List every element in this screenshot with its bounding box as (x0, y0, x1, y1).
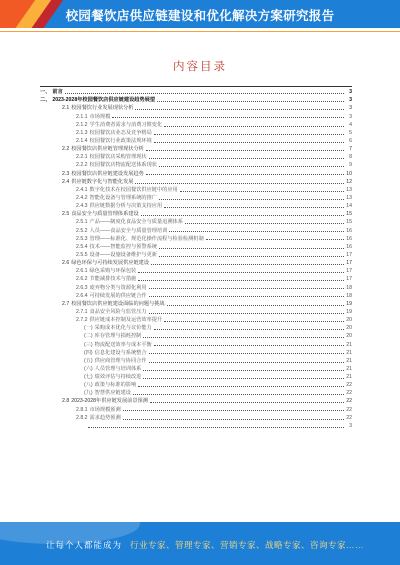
toc-entry[interactable] (40, 356, 352, 364)
toc-entry[interactable] (40, 348, 352, 356)
toc-leader-dots (149, 296, 344, 297)
toc-entry[interactable] (40, 168, 352, 176)
toc-leader-dots (149, 158, 344, 159)
toc-entry-page: 21 (346, 374, 352, 381)
toc-entry-number: 2.8.1 (76, 406, 88, 413)
toc-entry-page: 7 (349, 146, 352, 153)
toc-entry-page: 15 (346, 211, 352, 218)
toc-entry-number: 2.1.3 (76, 129, 88, 136)
toc-entry-number: (五) (84, 357, 93, 364)
toc-leader-dots (164, 126, 344, 127)
toc-leader-dots (164, 207, 344, 208)
toc-entry-title: 供应链数据分析与决策支持应用 (89, 203, 163, 210)
toc-entry-title: 2023-2028年校园餐饮店供应链建设趋势展望 (52, 97, 156, 104)
toc-entry-page: 21 (346, 365, 352, 372)
toc-entry-title: 校园餐饮店供应链建设面临的问题与挑战 (71, 300, 165, 307)
toc-entry-title: 技术——智能监控与预警系统 (89, 243, 157, 250)
toc-leader-dots (159, 199, 344, 200)
toc-entry-title: 供应链成本控制及运营效率提升 (89, 317, 163, 324)
toc-entry-number: (一) (84, 325, 93, 332)
toc-leader-dots (149, 313, 344, 314)
toc-leader-dots (185, 223, 344, 224)
toc-entry-title: 智能化设备与管理系统的推广 (89, 194, 157, 201)
toc-entry[interactable] (40, 193, 352, 201)
toc-entry[interactable] (40, 152, 352, 160)
toc-entry-page: 3 (349, 422, 352, 429)
toc-entry-title: 信息化建设与系统整合 (94, 349, 147, 356)
toc-leader-dots (146, 174, 344, 175)
toc-entry-number: 2.1.1 (76, 113, 88, 120)
toc-leader-dots (167, 305, 344, 306)
toc-entry-number: 二、 (40, 97, 51, 104)
toc-entry-number: 2.4 (62, 178, 70, 185)
toc-entry-page: 3 (349, 105, 352, 112)
toc-entry-number: 2.5.4 (76, 243, 88, 250)
toc-entry-page: 3 (349, 113, 352, 120)
toc-entry-title: 校园餐饮店供应链管理现状分析 (71, 146, 144, 153)
toc-entry-number: 2.8 (62, 398, 70, 405)
toc-leader-dots (138, 280, 344, 281)
toc-entry-title: 校园餐饮店物流配送体系现状 (89, 162, 157, 169)
toc-entry[interactable] (40, 364, 352, 372)
toc-entry[interactable] (40, 291, 352, 299)
toc-entry-number: 2.1.2 (76, 121, 88, 128)
toc-entry[interactable] (40, 380, 352, 388)
toc-entry[interactable] (40, 86, 352, 95)
toc-entry[interactable] (40, 144, 352, 152)
toc-entry-page: 22 (346, 414, 352, 421)
toc-entry[interactable] (40, 404, 352, 412)
toc-entry[interactable] (40, 185, 352, 193)
toc-entry-number: (四) (84, 349, 93, 356)
toc-entry[interactable] (40, 201, 352, 209)
toc-entry-number: 2.4.2 (76, 194, 88, 201)
divider (0, 31, 400, 32)
toc-entry-number: 2.5.2 (76, 227, 88, 234)
toc-entry-title: 市场规模预测 (89, 406, 121, 413)
toc-entry-title: 供应链数字化与智能化发展 (71, 178, 134, 185)
toc-leader-dots (149, 288, 344, 289)
toc-leader-dots (154, 134, 344, 135)
toc-leader-dots (123, 419, 344, 420)
toc-leader-dots (180, 191, 344, 192)
toc-entry-number: (六) (84, 365, 93, 372)
toc-entry[interactable] (40, 388, 352, 396)
toc-entry-page: 3 (349, 97, 352, 104)
toc-leader-dots (143, 378, 344, 379)
toc-entry-title: 校园餐饮行业政策法规环境 (89, 137, 152, 144)
toc-entry[interactable] (40, 274, 352, 282)
toc-leader-dots (164, 321, 344, 322)
toc-heading: 内容目录 (173, 61, 227, 73)
toc-entry-page: 6 (349, 137, 352, 144)
toc-leader-dots (154, 329, 344, 330)
toc-entry[interactable] (40, 282, 352, 290)
toc-entry[interactable] (40, 217, 352, 225)
toc-leader-dots (123, 410, 344, 411)
toc-entry-number: 2.6 (62, 260, 70, 267)
toc-entry-title: 节能减排技术与措施 (89, 276, 137, 283)
toc-entry-number: 2.1 (62, 105, 70, 112)
toc-leader-dots (151, 264, 344, 265)
toc-entry-title: 校园餐饮店业态及竞争格局 (89, 129, 152, 136)
toc-entry-title: 食品安全风险与监管压力 (89, 308, 147, 315)
toc-entry-page: 20 (346, 325, 352, 332)
toc-entry[interactable] (40, 160, 352, 168)
toc-entry-number: 2.6.4 (76, 292, 88, 299)
toc-entry-page: 3 (349, 89, 352, 96)
toc-entry-number: 2.5.5 (76, 251, 88, 258)
toc-entry[interactable] (40, 95, 352, 103)
toc-entry[interactable] (40, 242, 352, 250)
toc-entry-page: 20 (346, 317, 352, 324)
toc-entry-page: 21 (346, 357, 352, 364)
toc-leader-dots (154, 142, 344, 143)
toc-entry-number: 2.6.3 (76, 284, 88, 291)
footer-banner (0, 522, 400, 565)
toc-leader-dots (159, 256, 344, 257)
toc-entry-number: 2.8.2 (76, 414, 88, 421)
toc-entry-page: 5 (349, 129, 352, 136)
toc-entry-number: 2.4.3 (76, 203, 88, 210)
toc-entry-page: 22 (346, 390, 352, 397)
toc-leader-dots (159, 166, 344, 167)
toc-entry[interactable] (40, 136, 352, 144)
toc-entry-page: 8 (349, 154, 352, 161)
toc-entry-page: 22 (346, 398, 352, 405)
toc-leader-dots (135, 183, 344, 184)
toc-entry[interactable] (40, 209, 352, 217)
toc-entry-number: 2.2.1 (76, 154, 88, 161)
toc-entry[interactable] (40, 372, 352, 380)
toc-entry-title: 校园餐饮店供应链建设发展趋势 (71, 170, 144, 177)
toc-entry-number: 2.7.1 (76, 308, 88, 315)
toc-leader-dots (112, 117, 344, 118)
toc-leader-dots (159, 248, 344, 249)
toc-entry-title: 校园餐饮店采购管理现状 (89, 154, 147, 161)
toc-entry-number: (七) (84, 374, 93, 381)
toc-entry-page: 21 (346, 349, 352, 356)
toc-entry-title: 绿色环保与可持续发展供应链建设 (71, 260, 150, 267)
toc-entry[interactable] (40, 177, 352, 185)
toc-leader-dots (138, 386, 344, 387)
toc-leader-dots (65, 93, 344, 94)
toc-entry[interactable] (40, 339, 352, 347)
toc-entry-page: 16 (346, 227, 352, 234)
toc-entry-number: 2.4.1 (76, 186, 88, 193)
toc-leader-dots (138, 272, 344, 273)
toc-entry-page: 18 (346, 292, 352, 299)
toc-entry-title: 前言 (52, 89, 63, 96)
toc-entry-page: 15 (346, 219, 352, 226)
toc-entry-page: 13 (346, 186, 352, 193)
toc-entry-title: 学生消费者需求与消费习惯变化 (89, 121, 163, 128)
toc-entry-title: 人员——食品安全与质量管理培训 (89, 227, 168, 234)
toc-entry[interactable] (40, 103, 352, 111)
toc-entry-title: 供应商管理与协同合作 (94, 357, 147, 364)
toc-entry-page: 17 (346, 276, 352, 283)
toc-entry-title: 数字化技术在校园餐饮供应链中的应用 (89, 186, 178, 193)
toc-entry-number: 2.5 (62, 211, 70, 218)
toc-entry-page: 10 (346, 170, 352, 177)
toc-entry-number: 2.6.2 (76, 276, 88, 283)
toc-entry-title: 市场规模 (89, 113, 111, 120)
toc-entry-title: 产品——制度化食品安全与质量追溯体系 (89, 219, 183, 226)
toc-entry[interactable] (40, 323, 352, 331)
toc-leader-dots (88, 427, 344, 428)
table-of-contents (40, 86, 352, 429)
toc-entry-page: 4 (349, 121, 352, 128)
header-banner (0, 0, 400, 28)
toc-entry[interactable] (40, 413, 352, 421)
toc-entry-page: 19 (346, 308, 352, 315)
toc-leader-dots (149, 362, 344, 363)
toc-entry-number: (二) (84, 333, 93, 340)
toc-entry-title: 校园餐饮行业发展现状分析 (71, 105, 134, 112)
toc-entry-page: 19 (346, 300, 352, 307)
toc-entry-title: 政策与标准的影响 (94, 382, 137, 389)
toc-entry[interactable] (40, 111, 352, 119)
toc-leader-dots (146, 150, 344, 151)
toc-entry-title: 可持续发展的供应链合作 (89, 292, 147, 299)
toc-entry[interactable] (40, 266, 352, 274)
toc-entry-page: 16 (346, 235, 352, 242)
toc-leader-dots (150, 402, 344, 403)
toc-entry-number: 2.2 (62, 146, 70, 153)
toc-entry-page: 20 (346, 333, 352, 340)
toc-entry-number: (三) (84, 341, 93, 348)
toc-entry-title: 管理——标准化、规范化操作流程与检验检测机制 (89, 235, 204, 242)
toc-entry-title: 废弃物分类与资源化利用 (89, 284, 147, 291)
toc-entry-title: 绿色采购与环保包装 (89, 268, 137, 275)
toc-entry[interactable] (40, 421, 352, 429)
toc-entry[interactable] (40, 331, 352, 339)
toc-entry[interactable] (40, 250, 352, 258)
toc-entry-number: 2.5.1 (76, 219, 88, 226)
toc-entry[interactable] (40, 315, 352, 323)
toc-entry-number: (九) (84, 390, 93, 397)
toc-leader-dots (143, 370, 344, 371)
toc-leader-dots (141, 215, 344, 216)
footer-roles: 行业专家、管理专家、营销专家、战略专家、咨询专家…… (130, 540, 365, 550)
toc-leader-dots (143, 337, 344, 338)
toc-entry-page: 21 (346, 341, 352, 348)
footer-slogan: 让每个人都能成为 (46, 540, 123, 550)
toc-entry-title: 设备——设施设备维护与更新 (89, 251, 157, 258)
toc-entry[interactable] (40, 128, 352, 136)
toc-entry[interactable] (40, 258, 352, 266)
toc-entry-page: 17 (346, 260, 352, 267)
toc-entry-page: 16 (346, 243, 352, 250)
toc-entry-page: 9 (349, 162, 352, 169)
toc-leader-dots (133, 394, 344, 395)
toc-entry[interactable] (40, 307, 352, 315)
toc-entry-number: 2.7 (62, 300, 70, 307)
toc-entry-number: 2.7.2 (76, 317, 88, 324)
toc-entry-title: 人员管理与培训体系 (94, 365, 142, 372)
toc-entry-title: 采购成本优化与议价能力 (94, 325, 152, 332)
toc-entry[interactable] (40, 299, 352, 307)
toc-entry-title: 物流配送效率与成本平衡 (94, 341, 152, 348)
toc-entry-number: 一、 (40, 89, 51, 96)
toc-entry-title: 绩效评估与持续改进 (94, 374, 142, 381)
toc-entry-number: 2.5.3 (76, 235, 88, 242)
toc-leader-dots (169, 231, 344, 232)
toc-entry-page: 12 (346, 178, 352, 185)
toc-entry-page: 14 (346, 203, 352, 210)
toc-leader-dots (149, 353, 344, 354)
toc-entry-page: 17 (346, 251, 352, 258)
toc-entry-page: 17 (346, 268, 352, 275)
toc-entry-number: 2.1.4 (76, 137, 88, 144)
toc-entry-page: 18 (346, 284, 352, 291)
toc-entry[interactable] (40, 234, 352, 242)
toc-entry-page: 22 (346, 382, 352, 389)
toc-entry[interactable] (40, 396, 352, 404)
toc-entry-page: 22 (346, 406, 352, 413)
toc-entry-number: 2.6.1 (76, 268, 88, 275)
toc-leader-dots (135, 109, 344, 110)
toc-entry[interactable] (40, 120, 352, 128)
toc-entry-title: 2023-2028年供应链发展前景预测 (71, 398, 148, 405)
toc-leader-dots (154, 345, 344, 346)
report-title: 校园餐饮店供应链建设和优化解决方案研究报告 (65, 9, 335, 23)
toc-entry-number: (八) (84, 382, 93, 389)
toc-entry-number: 2.2.2 (76, 162, 88, 169)
toc-entry-number: 2.3 (62, 170, 70, 177)
toc-entry-title: 食品安全与质量管理体系建设 (71, 211, 139, 218)
toc-entry[interactable] (40, 225, 352, 233)
toc-entry-title: 库存管理与损耗控制 (94, 333, 142, 340)
toc-entry-page: 13 (346, 194, 352, 201)
toc-leader-dots (157, 101, 344, 102)
toc-entry-title: 智慧供应链建设 (94, 390, 131, 397)
toc-leader-dots (206, 239, 344, 240)
toc-entry-title: 需求趋势预测 (89, 414, 121, 421)
